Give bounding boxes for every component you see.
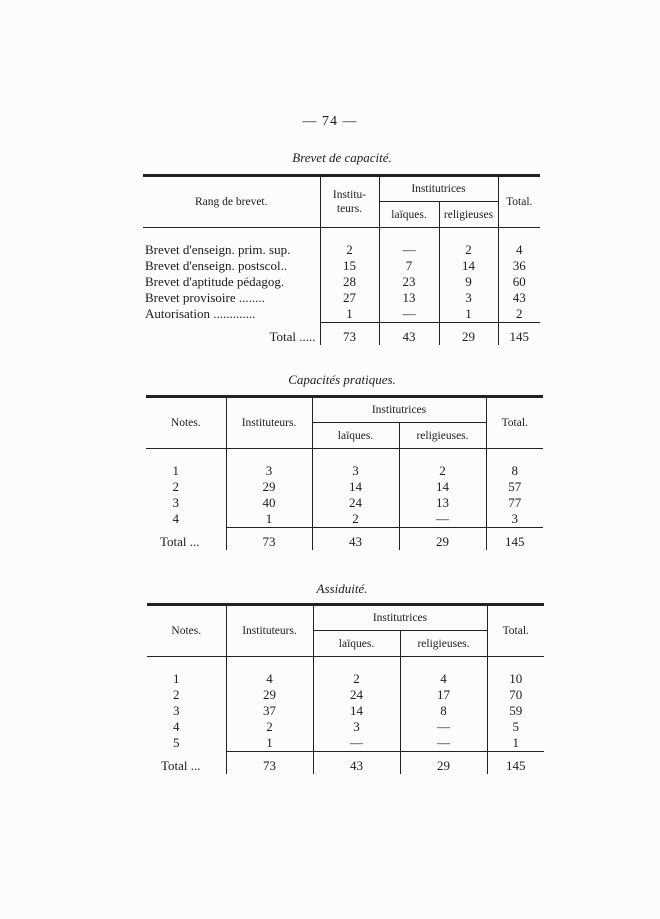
cell-instituteurs: 27 bbox=[320, 290, 379, 306]
total-religieuses: 29 bbox=[439, 323, 498, 346]
cell-religieuses: 17 bbox=[400, 687, 487, 703]
header-instituteurs: Instituteurs. bbox=[226, 605, 313, 657]
total-label: Total ..... bbox=[269, 329, 316, 344]
row-label: 3 bbox=[173, 703, 180, 718]
table-row bbox=[146, 495, 543, 511]
cell-total: 36 bbox=[498, 258, 540, 274]
total-religieuses: 29 bbox=[399, 528, 486, 551]
cell-laiques: 24 bbox=[312, 495, 399, 511]
cell-religieuses: 3 bbox=[439, 290, 498, 306]
cell-total: 10 bbox=[487, 671, 544, 687]
header-total: Total. bbox=[498, 176, 540, 228]
total-religieuses: 29 bbox=[400, 752, 487, 775]
cell-religieuses: 2 bbox=[399, 463, 486, 479]
table-assiduite bbox=[147, 603, 544, 774]
row-label: 2 bbox=[172, 479, 179, 494]
cell-total: 59 bbox=[487, 703, 544, 719]
table-row bbox=[147, 687, 544, 703]
row-label: 1 bbox=[172, 463, 179, 478]
cell-laiques: 24 bbox=[313, 687, 400, 703]
header-instituteurs: Institu- teurs. bbox=[320, 176, 379, 228]
cell-religieuses: 8 bbox=[400, 703, 487, 719]
header-total: Total. bbox=[486, 397, 543, 449]
total-label: Total ... bbox=[161, 758, 201, 773]
header-religieuses: religieuses bbox=[439, 202, 498, 228]
cell-total: 2 bbox=[498, 306, 540, 323]
table-row bbox=[143, 258, 540, 274]
table-row bbox=[143, 306, 540, 323]
table-caption-brevet: Brevet de capacité. bbox=[292, 150, 392, 165]
total-total: 145 bbox=[487, 752, 544, 775]
cell-instituteurs: 37 bbox=[226, 703, 313, 719]
cell-instituteurs: 4 bbox=[226, 671, 313, 687]
cell-laiques: — bbox=[379, 242, 439, 258]
total-row bbox=[146, 528, 543, 551]
cell-religieuses: — bbox=[400, 735, 487, 752]
table-row bbox=[147, 703, 544, 719]
total-row bbox=[147, 752, 544, 775]
total-laiques: 43 bbox=[379, 323, 439, 346]
cell-instituteurs: 1 bbox=[226, 735, 313, 752]
cell-total: 4 bbox=[498, 242, 540, 258]
cell-total: 3 bbox=[486, 511, 543, 528]
header-institutrices: Institutrices bbox=[313, 605, 487, 631]
cell-laiques: 2 bbox=[313, 671, 400, 687]
total-row bbox=[143, 323, 540, 346]
cell-instituteurs: 2 bbox=[320, 242, 379, 258]
header-laiques: laïques. bbox=[379, 202, 439, 228]
table-row bbox=[146, 511, 543, 528]
row-label: Brevet provisoire ........ bbox=[145, 290, 265, 305]
cell-laiques: 23 bbox=[379, 274, 439, 290]
header-rang: Rang de brevet. bbox=[143, 176, 320, 228]
cell-total: 77 bbox=[486, 495, 543, 511]
cell-instituteurs: 15 bbox=[320, 258, 379, 274]
cell-total: 1 bbox=[487, 735, 544, 752]
cell-laiques: 2 bbox=[312, 511, 399, 528]
total-total: 145 bbox=[486, 528, 543, 551]
cell-instituteurs: 3 bbox=[226, 463, 312, 479]
cell-religieuses: 9 bbox=[439, 274, 498, 290]
table-row bbox=[143, 242, 540, 258]
cell-laiques: 13 bbox=[379, 290, 439, 306]
cell-religieuses: 14 bbox=[399, 479, 486, 495]
row-label: Autorisation ............. bbox=[145, 306, 256, 322]
header-total: Total. bbox=[487, 605, 544, 657]
cell-total: 8 bbox=[486, 463, 543, 479]
cell-instituteurs: 2 bbox=[226, 719, 313, 735]
table-row bbox=[143, 274, 540, 290]
row-label: 5 bbox=[173, 735, 180, 751]
cell-total: 60 bbox=[498, 274, 540, 290]
table-brevet bbox=[143, 174, 540, 345]
cell-religieuses: — bbox=[400, 719, 487, 735]
cell-instituteurs: 29 bbox=[226, 687, 313, 703]
table-row bbox=[146, 479, 543, 495]
header-institutrices: Institutrices bbox=[379, 176, 498, 202]
total-label: Total ... bbox=[160, 534, 200, 549]
header-religieuses: religieuses. bbox=[399, 423, 486, 449]
row-label: 1 bbox=[173, 671, 180, 686]
table-caption-assiduite: Assiduité. bbox=[316, 581, 368, 596]
row-label: Brevet d'enseign. prim. sup. bbox=[145, 242, 291, 257]
table-row bbox=[147, 719, 544, 735]
header-laiques: laïques. bbox=[312, 423, 399, 449]
cell-religieuses: 1 bbox=[439, 306, 498, 323]
total-laiques: 43 bbox=[313, 752, 400, 775]
row-label: Brevet d'enseign. postscol.. bbox=[145, 258, 288, 273]
row-label: 2 bbox=[173, 687, 180, 702]
cell-religieuses: 13 bbox=[399, 495, 486, 511]
row-label: 3 bbox=[172, 495, 179, 510]
cell-instituteurs: 28 bbox=[320, 274, 379, 290]
table-row bbox=[147, 671, 544, 687]
total-total: 145 bbox=[498, 323, 540, 346]
header-notes: Notes. bbox=[146, 397, 226, 449]
header-laiques: laïques. bbox=[313, 631, 400, 657]
cell-total: 5 bbox=[487, 719, 544, 735]
cell-laiques: 14 bbox=[313, 703, 400, 719]
page-number: — 74 — bbox=[302, 114, 358, 129]
cell-laiques: — bbox=[313, 735, 400, 752]
total-instituteurs: 73 bbox=[226, 528, 312, 551]
cell-laiques: 3 bbox=[312, 463, 399, 479]
table-row bbox=[143, 290, 540, 306]
table-capacites bbox=[146, 395, 543, 550]
cell-instituteurs: 1 bbox=[226, 511, 312, 528]
header-instituteurs: Instituteurs. bbox=[226, 397, 312, 449]
table-caption-capacites: Capacités pratiques. bbox=[288, 372, 396, 387]
total-instituteurs: 73 bbox=[320, 323, 379, 346]
cell-laiques: 3 bbox=[313, 719, 400, 735]
cell-laiques: 14 bbox=[312, 479, 399, 495]
table-row bbox=[147, 735, 544, 752]
cell-instituteurs: 1 bbox=[320, 306, 379, 323]
cell-religieuses: 14 bbox=[439, 258, 498, 274]
cell-religieuses: 2 bbox=[439, 242, 498, 258]
header-religieuses: religieuses. bbox=[400, 631, 487, 657]
cell-religieuses: 4 bbox=[400, 671, 487, 687]
total-laiques: 43 bbox=[312, 528, 399, 551]
row-label: 4 bbox=[172, 511, 179, 527]
row-label: 4 bbox=[173, 719, 180, 734]
total-instituteurs: 73 bbox=[226, 752, 313, 775]
cell-instituteurs: 40 bbox=[226, 495, 312, 511]
cell-laiques: 7 bbox=[379, 258, 439, 274]
cell-laiques: — bbox=[379, 306, 439, 323]
row-label: Brevet d'aptitude pédagog. bbox=[145, 274, 285, 289]
table-row bbox=[146, 463, 543, 479]
header-institutrices: Institutrices bbox=[312, 397, 486, 423]
cell-total: 57 bbox=[486, 479, 543, 495]
cell-total: 43 bbox=[498, 290, 540, 306]
cell-total: 70 bbox=[487, 687, 544, 703]
header-notes: Notes. bbox=[147, 605, 226, 657]
cell-religieuses: — bbox=[399, 511, 486, 528]
cell-instituteurs: 29 bbox=[226, 479, 312, 495]
